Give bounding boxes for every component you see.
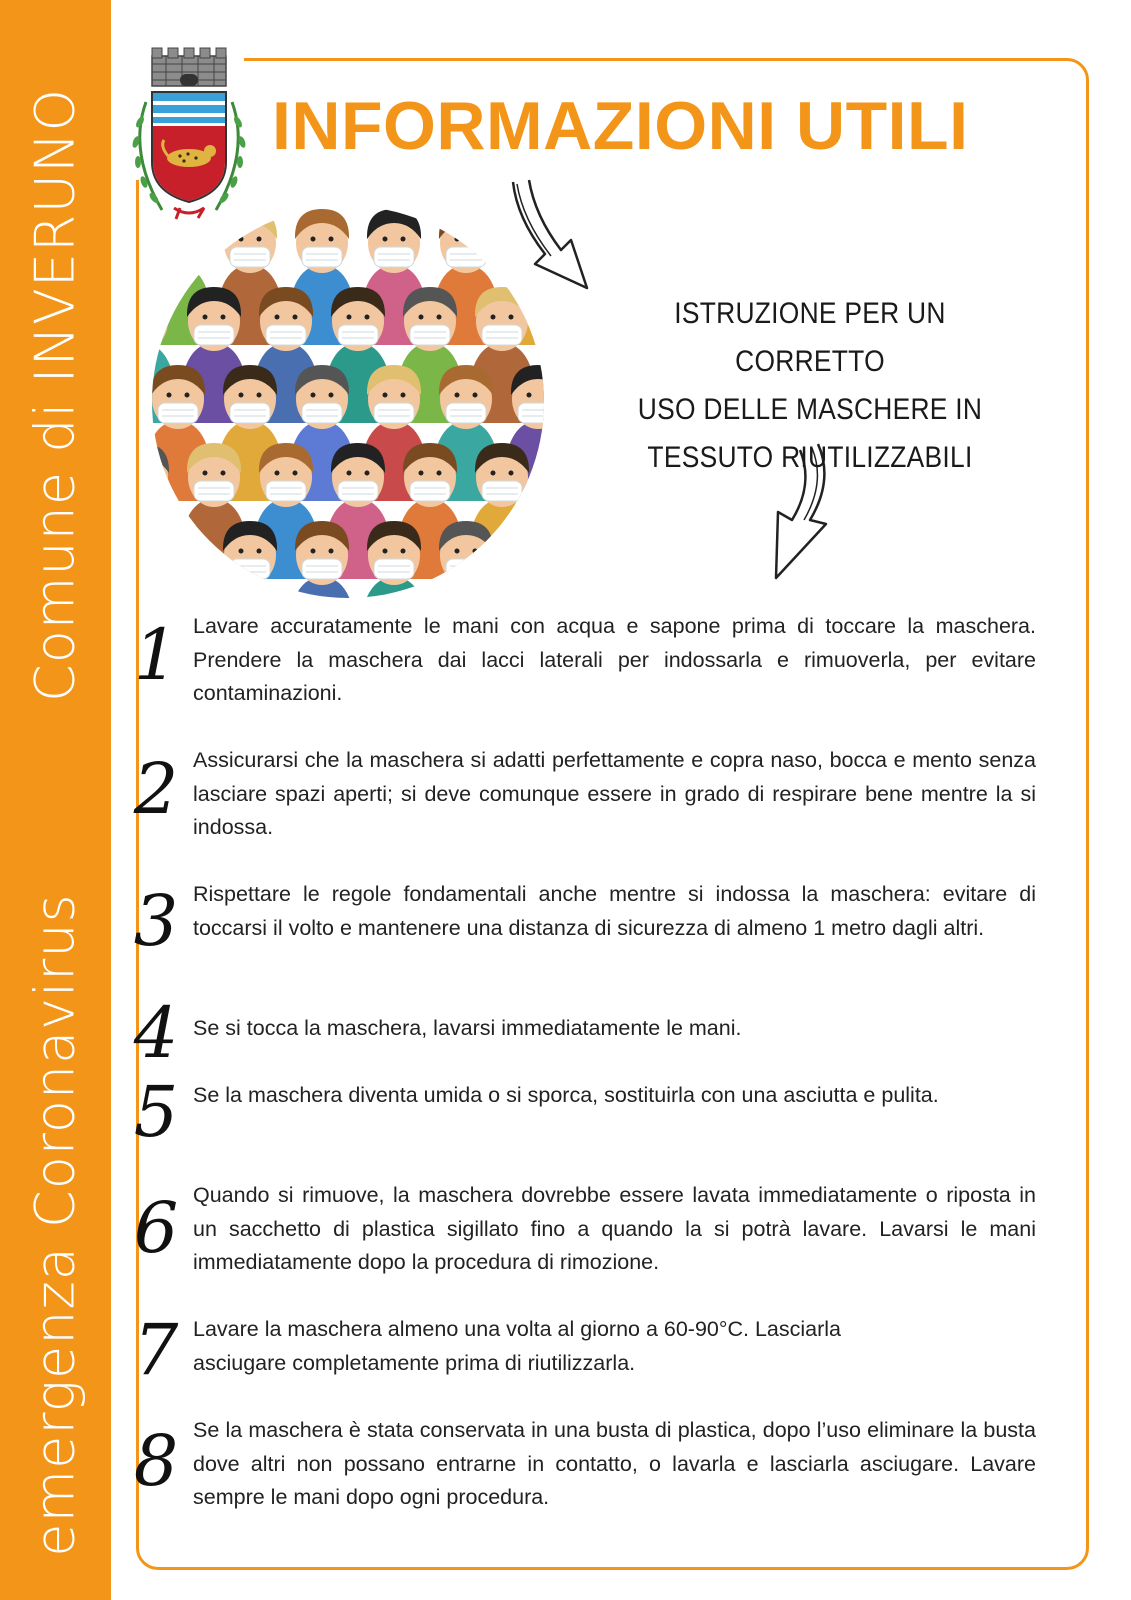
step-number: 2 [133, 748, 179, 830]
page-title: INFORMAZIONI UTILI [272, 88, 969, 164]
masked-person [250, 599, 322, 600]
masked-people-illustration [142, 205, 554, 600]
masked-person [466, 599, 538, 600]
step-number: 1 [133, 614, 179, 696]
step-number: 7 [133, 1309, 179, 1391]
masked-person [538, 599, 554, 600]
step-number: 3 [133, 880, 179, 962]
step-text: Lavare la maschera almeno una volta al giorno a 60-90°C. Lasciarla asciugare completamente prima di riutilizzarla. [193, 1317, 841, 1375]
masked-person [178, 599, 250, 600]
subtitle-line: USO DELLE MASCHERE IN [637, 393, 983, 426]
subtitle-line: TESSUTO RIUTILIZZABILI [647, 441, 973, 474]
step-text: Quando si rimuove, la maschera dovrebbe essere lavata immediatamente o riposta in un sacchetto di plastica sigillato fino a quando la si potrà lavare. Lavarsi le mani immediatamente dopo la procedura di rimozione. [193, 1183, 1036, 1274]
masked-person [142, 599, 178, 600]
sidebar-emergency-text: emergenza Coronavirus [23, 893, 87, 1557]
step-text: Lavare accuratamente le mani con acqua e sapone prima di toccare la maschera. Prendere la maschera dai lacci laterali per indossarla e rimuoverla, per evitare contaminazioni. [193, 614, 1036, 705]
step-number: 6 [133, 1187, 179, 1269]
municipal-crest-icon [122, 42, 256, 220]
masked-person [466, 443, 538, 579]
masked-person [502, 521, 554, 600]
step-number: 8 [133, 1420, 179, 1502]
step-text: Se la maschera è stata conservata in una busta di plastica, dopo l’uso eliminare la busta dove altri non possano entrarne in contatto, o lavarla e lasciarla asciugare. Lavare sempre le mani dopo ogni procedura. [193, 1418, 1036, 1509]
masked-person [394, 599, 466, 600]
sidebar-band [0, 0, 111, 1600]
step-number: 4 [133, 992, 179, 1074]
step-text: Se la maschera diventa umida o si sporca, sostituirla con una asciutta e pulita. [193, 1083, 939, 1107]
step-text: Se si tocca la maschera, lavarsi immediatamente le mani. [193, 1016, 742, 1040]
step-text: Rispettare le regole fondamentali anche mentre si indossa la maschera: evitare di toccarsi il volto e mantenere una distanza di sicurezza di almeno 1 metro dagli altri. [193, 882, 1036, 940]
masked-person [322, 599, 394, 600]
sidebar-municipality-text: Comune di INVERUNO [23, 88, 87, 702]
step-text: Assicurarsi che la maschera si adatti perfettamente e copra naso, bocca e mento senza lasciare spazi aperti; si deve comunque essere in grado di respirare bene mentre la si indossa. [193, 748, 1036, 839]
hand-drawn-arrow-icon [505, 178, 593, 296]
masked-person [538, 443, 554, 579]
subtitle-line: ISTRUZIONE PER UN CORRETTO [674, 297, 946, 378]
step-number: 5 [133, 1071, 179, 1153]
instructions-subtitle [616, 290, 1003, 482]
